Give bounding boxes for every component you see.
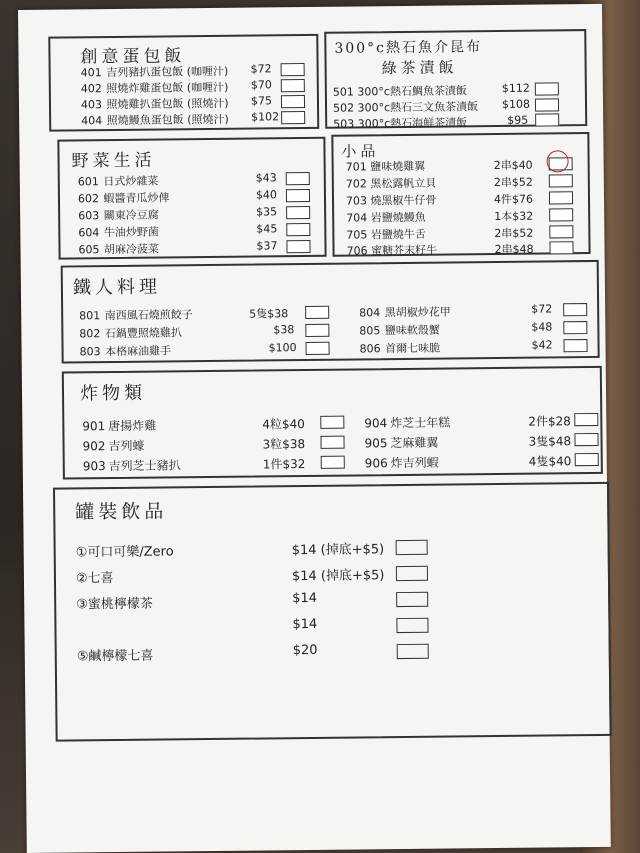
order-checkbox[interactable]	[321, 456, 345, 469]
order-checkbox[interactable]	[549, 241, 573, 254]
drink-item: ②七喜	[75, 571, 114, 587]
list-item: 605 胡麻冷菠菜	[78, 242, 160, 257]
section-title-snack: 小品	[341, 142, 380, 161]
section-title-stone-1: 300°c熱石魚介昆布	[334, 39, 483, 57]
section-fried	[62, 366, 603, 480]
item-price: $35	[256, 205, 278, 219]
order-checkbox[interactable]	[281, 95, 305, 108]
item-price: 2串$40	[493, 158, 533, 173]
drink-item: ③蜜桃檸檬茶	[76, 596, 153, 613]
item-price: 3隻$48	[528, 434, 572, 449]
order-checkbox[interactable]	[549, 174, 573, 187]
drink-price: $14 (掉底+$5)	[291, 568, 385, 585]
drink-price: $14 (掉底+$5)	[291, 542, 385, 559]
list-item: 501 300°c熱石鯛魚茶漬飯	[332, 84, 467, 99]
drink-price: $20	[292, 642, 318, 659]
item-price: $75	[250, 94, 273, 108]
item-price: $42	[531, 338, 553, 352]
order-checkbox[interactable]	[396, 618, 428, 633]
item-price: $70	[250, 78, 272, 92]
order-checkbox[interactable]	[396, 566, 428, 581]
section-title-veg: 野菜生活	[71, 150, 156, 172]
item-price: $100	[268, 341, 297, 355]
order-checkbox[interactable]	[320, 436, 344, 449]
section-title-rice: 創意蛋包飯	[80, 46, 186, 68]
item-price: 4件$76	[493, 192, 534, 207]
item-price: 5隻$38	[249, 307, 289, 321]
item-price: $43	[255, 171, 277, 185]
list-item: 806 首爾七味脆	[359, 341, 441, 356]
section-veg	[57, 137, 326, 260]
list-item: 804 黑胡椒炒花甲	[359, 305, 451, 320]
list-item: 503 300°c熱石海鮮茶漬飯	[333, 116, 468, 131]
list-item: 701 鹽味燒雞翼	[345, 159, 426, 174]
item-price: 4隻$40	[528, 454, 572, 469]
order-checkbox[interactable]	[281, 63, 305, 76]
item-price: 3粒$38	[262, 437, 306, 452]
list-item: 902 吉列蠔	[82, 438, 145, 454]
item-price: $40	[255, 188, 278, 202]
item-price: 2串$52	[494, 226, 534, 241]
list-item: 906 炸吉列蝦	[364, 455, 439, 471]
section-title-stone-2: 綠茶漬飯	[381, 58, 458, 78]
section-title-fried: 炸物類	[79, 382, 147, 405]
order-checkbox[interactable]	[563, 303, 587, 316]
section-drinks	[53, 482, 612, 742]
order-checkbox[interactable]	[305, 306, 329, 319]
drink-item: ⑤鹹檸檬七喜	[76, 648, 154, 665]
list-item: 904 炸芝士年糕	[364, 415, 451, 431]
drink-price: $14	[292, 590, 318, 607]
list-item: 704 岩鹽燒鰻魚	[346, 210, 426, 225]
list-item: 801 南西風石燒煎餃子	[79, 308, 193, 323]
list-item: 602 蝦醬青瓜炒俾	[77, 191, 170, 206]
list-item: 402 照燒炸雞蛋包飯 (咖喱汁)	[80, 80, 229, 96]
list-item: 805 鹽味軟殼蟹	[359, 323, 440, 338]
order-checkbox[interactable]	[281, 79, 305, 92]
item-price: $48	[531, 320, 553, 334]
item-price: $45	[256, 222, 278, 236]
order-checkbox[interactable]	[305, 324, 329, 337]
item-price: $108	[501, 97, 531, 111]
section-title-iron: 鐵人料理	[72, 276, 162, 299]
drink-item: ①可口可樂/Zero	[75, 544, 174, 561]
item-price: $72	[531, 302, 553, 316]
order-checkbox[interactable]	[535, 82, 559, 95]
section-snack	[331, 132, 590, 257]
list-item: 601 日式炒雜菜	[77, 174, 159, 189]
item-price: $38	[273, 323, 295, 337]
item-price: 1本$32	[494, 209, 534, 224]
order-checkbox[interactable]	[286, 172, 310, 185]
section-stone	[324, 29, 587, 129]
list-item: 901 唐揚炸雞	[82, 418, 157, 434]
section-title-drinks: 罐裝飲品	[75, 500, 168, 524]
order-checkbox[interactable]	[305, 342, 329, 355]
order-checkbox[interactable]	[549, 208, 573, 221]
list-item: 603 關東冷豆腐	[78, 208, 159, 223]
item-price: 2件$28	[528, 414, 571, 429]
item-price: 2串$52	[493, 175, 533, 190]
order-checkbox[interactable]	[396, 540, 428, 555]
handwritten-circle	[547, 150, 569, 172]
item-price: 2串$48	[494, 242, 534, 257]
list-item: 905 芝麻雞翼	[364, 435, 439, 451]
order-checkbox[interactable]	[397, 644, 429, 659]
order-checkbox[interactable]	[286, 223, 310, 236]
order-checkbox[interactable]	[396, 592, 428, 607]
list-item: 703 燒黑椒牛仔骨	[345, 193, 437, 208]
list-item: 803 本格麻油雞手	[79, 344, 172, 359]
order-checkbox[interactable]	[320, 416, 344, 429]
order-checkbox[interactable]	[549, 191, 573, 204]
menu-sheet	[18, 4, 611, 853]
item-price: 4粒$40	[262, 417, 305, 432]
list-item: 401 吉列豬扒蛋包飯 (咖喱汁)	[80, 64, 229, 80]
order-checkbox[interactable]	[535, 113, 559, 126]
list-item: 604 牛油炒野菌	[78, 225, 159, 240]
list-item: 502 300°c熱石三文魚茶漬飯	[332, 100, 479, 115]
section-iron	[61, 260, 600, 364]
list-item: 705 岩鹽燒牛舌	[346, 227, 426, 242]
order-checkbox[interactable]	[535, 98, 559, 111]
list-item: 702 黑松露帆立貝	[345, 176, 437, 191]
order-checkbox[interactable]	[549, 225, 573, 238]
order-checkbox[interactable]	[563, 321, 587, 334]
order-checkbox[interactable]	[575, 453, 599, 466]
order-checkbox[interactable]	[286, 240, 310, 253]
item-price: $37	[256, 239, 278, 253]
list-item: 403 照燒雞扒蛋包飯 (照燒汁)	[80, 96, 229, 112]
order-checkbox[interactable]	[563, 339, 587, 352]
list-item: 903 吉列芝士豬扒	[82, 458, 181, 474]
item-price: $112	[501, 81, 530, 95]
drink-price: $14	[292, 616, 318, 633]
list-item: 802 石鍋豐照燒雞扒	[79, 326, 182, 341]
item-price: $95	[507, 113, 529, 127]
item-price: 1件$32	[262, 457, 306, 472]
item-price: $72	[250, 62, 272, 76]
order-checkbox[interactable]	[286, 206, 310, 219]
order-checkbox[interactable]	[574, 413, 598, 426]
item-price: $102	[251, 110, 280, 124]
order-checkbox[interactable]	[574, 433, 598, 446]
section-rice	[48, 34, 319, 132]
order-checkbox[interactable]	[281, 111, 305, 124]
order-checkbox[interactable]	[286, 189, 310, 202]
list-item: 404 照燒鰻魚蛋包飯 (照燒汁)	[81, 112, 229, 128]
list-item: 706 蜜糖芥末籽牛	[346, 243, 438, 258]
